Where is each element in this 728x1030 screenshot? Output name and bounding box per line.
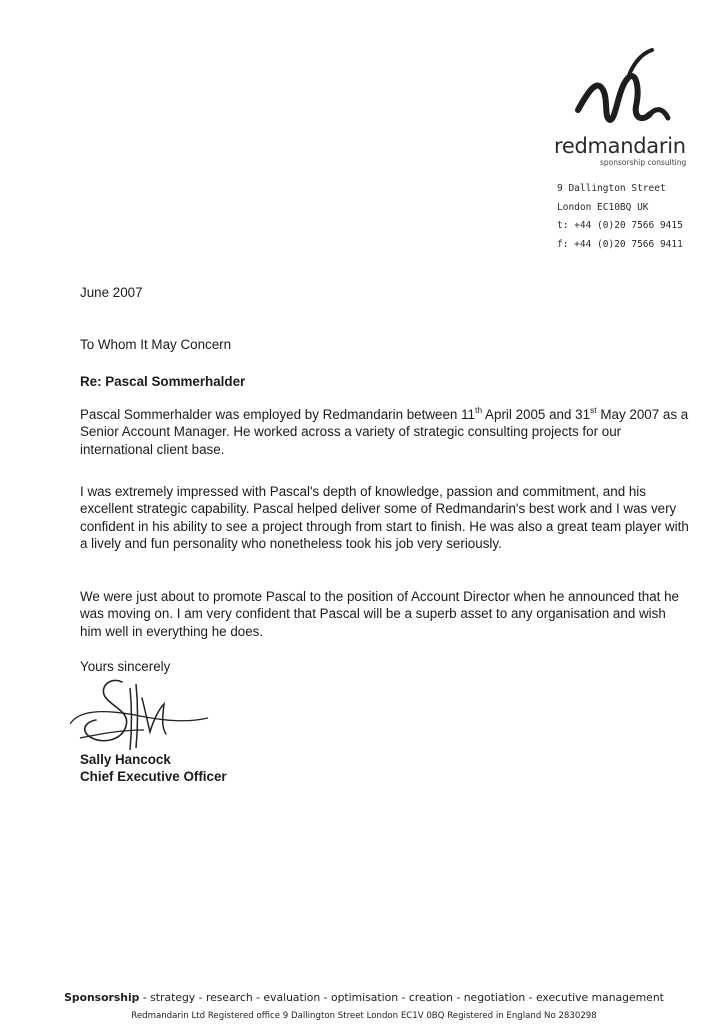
fax-line: f: +44 (0)20 7566 9411 bbox=[557, 238, 683, 250]
handwritten-signature bbox=[70, 668, 220, 763]
letter-paragraph-1 bbox=[80, 406, 690, 458]
letter-paragraph-2: I was extremely impressed with Pascal's depth of knowledge, passion and commitment, and his excellent strategic capability. Pascal helped deliver some of Redmandarin's best work and I was very confident in his ability to see a project through from start to finish. He was also a great team player with a lively and fun personality who nonetheless took his job very seriously. bbox=[80, 484, 689, 552]
company-logo bbox=[540, 48, 687, 168]
company-address bbox=[557, 180, 683, 254]
logo-mark-icon bbox=[570, 48, 680, 138]
signer-name: Sally Hancock bbox=[80, 752, 171, 767]
letter-closing: Yours sincerely bbox=[80, 659, 171, 674]
signer-title: Chief Executive Officer bbox=[80, 769, 227, 784]
phone-line: t: +44 (0)20 7566 9415 bbox=[557, 220, 683, 232]
paragraph-text: May 2007 as a Senior Account Manager. He worked across a variety of strategic consulting projects for our international client base. bbox=[80, 407, 689, 457]
paragraph-text: April 2005 and 31 bbox=[482, 407, 591, 422]
ordinal-suffix: st bbox=[590, 405, 597, 415]
letter-date: June 2007 bbox=[80, 285, 143, 300]
address-line: London EC10BQ UK bbox=[557, 201, 649, 213]
letter-subject: Re: Pascal Sommerhalder bbox=[80, 374, 246, 389]
footer-services bbox=[0, 991, 728, 1004]
address-line: 9 Dallington Street bbox=[557, 183, 666, 194]
logo-wordmark: redmandarin bbox=[554, 134, 686, 158]
logo-tagline: sponsorship consulting bbox=[600, 158, 687, 167]
letter-paragraph-3: We were just about to promote Pascal to the position of Account Director when he announced that he was moving on. I am very confident that Pascal will be a superb asset to any organisation and wish him well in everything he does. bbox=[80, 589, 679, 639]
ordinal-suffix: th bbox=[474, 405, 483, 415]
footer-lead: Sponsorship bbox=[64, 991, 140, 1004]
paragraph-text: Pascal Sommerhalder was employed by Redmandarin between 11 bbox=[80, 407, 475, 422]
footer-registration: Redmandarin Ltd Registered office 9 Dallington Street London EC1V 0BQ Registered in England No 2830298 bbox=[131, 1011, 597, 1021]
footer-services-list: - strategy - research - evaluation - optimisation - creation - negotiation - executive management bbox=[139, 991, 664, 1004]
letter-salutation: To Whom It May Concern bbox=[80, 337, 232, 352]
